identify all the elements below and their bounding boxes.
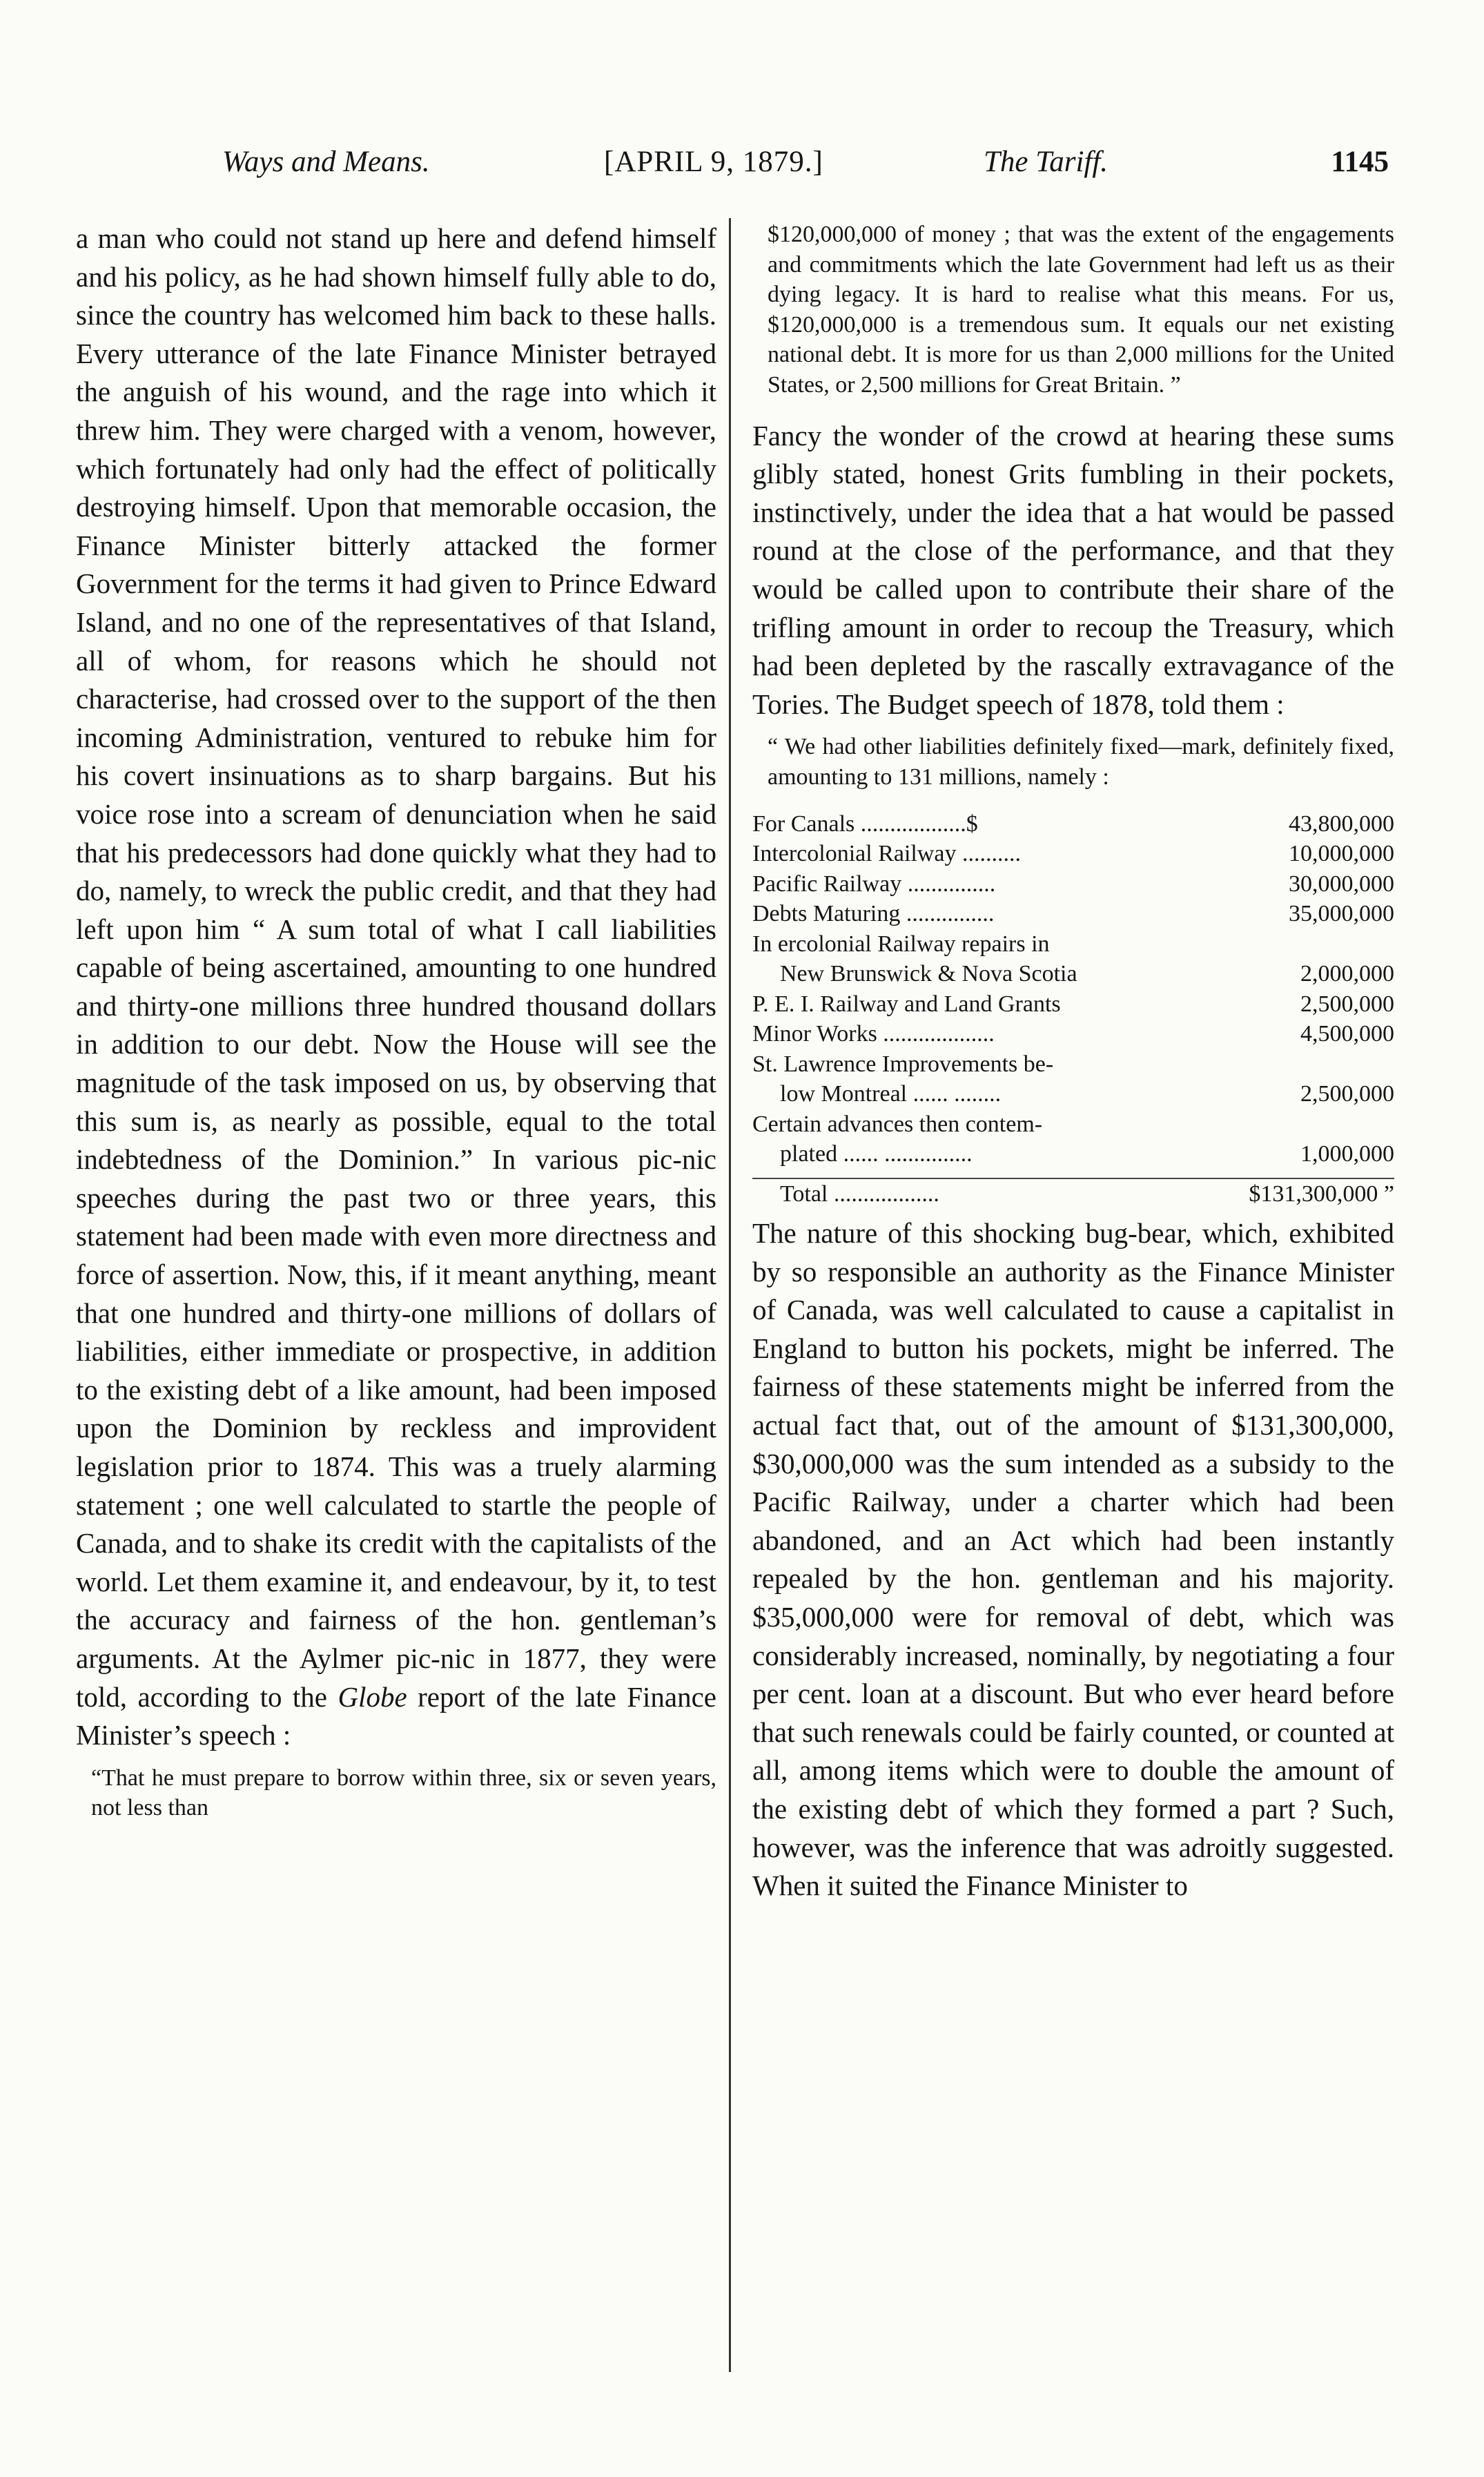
liability-label: Debts Maturing ............... [752,901,995,926]
total-amount: $131,300,000 ” [1249,1181,1394,1207]
liability-label: In ercolonial Railway repairs in [752,931,1050,957]
liabilities-total [752,1179,1394,1210]
liability-amount: 2,500,000 [1300,1081,1394,1107]
liability-row [752,809,1394,839]
liability-row [752,1139,1394,1169]
liability-amount [1222,929,1394,960]
total-row [752,1179,1394,1210]
total-label: Total .................. [780,1181,939,1207]
liability-label: plated ...... ............... [780,1141,973,1167]
liability-row [752,899,1394,929]
liability-amount: 4,500,000 [1300,1021,1394,1047]
newspaper-name: Globe [338,1680,407,1713]
liability-label: New Brunswick & Nova Scotia [780,961,1077,987]
header-section-title: Ways and Means. [222,146,430,178]
liability-row [752,1079,1394,1109]
liability-amount: 43,800,000 [1289,810,1394,837]
right-paragraph-bugbear: The nature of this shocking bug-bear, which, exhibited by so responsible an authority as the Finance Minister of Canada, was well calculated to cause a capitalist in England to button his pockets, might be inferred. The fairness of these statements might be inferred from the actual fact that, out of the amount of $131,300,000, $30,000,000 was the sum intended as a subsidy to the Pacific Railway, under a charter which had been abandoned, and an Act which had been instantly repealed by the hon. gentleman and his majority. $35,000,000 were for removal of debt, which was considerably increased, nominally, by negotiating a four per cent. loan at a discount. But who ever heard before that such renewals could be fairly counted, or counted at all, among items which were to double the amount of the existing debt of which they formed a part ? Such, however, was the inference that was adroitly suggested. When it suited the Finance Minister to [752,1217,1394,1902]
right-quote-continued: $120,000,000 of money ; that was the extent of the engagements and commitments which the late Government had left us as their dying legacy. It is hard to realise what this means. For us, $120,000,000 is a tremendous sum. It equals our net existing national debt. It is more for us than 2,000 millions for the United States, or 2,500 millions for Great Britain. ” [768,222,1394,398]
liability-amount: 30,000,000 [1289,871,1394,897]
liability-amount: 35,000,000 [1289,901,1394,926]
budget-speech-quote: “ We had other liabilities definitely fixed—mark, definitely fixed, amounting to 131 millions, namely : [768,734,1394,790]
liability-label: St. Lawrence Improvements be- [752,1051,1054,1077]
liability-row [752,1019,1394,1049]
liability-label: Certain advances then contem- [752,1111,1043,1137]
liability-amount: 1,000,000 [1300,1141,1394,1167]
right-paragraph-fancy: Fancy the wonder of the crowd at hearing these sums glibly stated, honest Grits fumbling in their pockets, instinctively, under the idea that a hat would be passed round at the close of the performance, and that they would be called upon to contribute their share of the trifling amount in order to recoup the Treasury, which had been depleted by the rascally extravagance of the Tories. The Budget speech of 1878, told them : [752,419,1394,720]
header-topic: The Tariff. [984,146,1109,178]
liability-row [752,1049,1394,1080]
left-column [76,220,716,1840]
liability-label: low Montreal ...... ........ [780,1081,1002,1107]
column-divider [729,218,731,2372]
liability-label: Minor Works ................... [752,1021,995,1047]
left-quote: “That he must prepare to borrow within three, six or seven years, not less than [91,1765,716,1821]
liability-label: P. E. I. Railway and Land Grants [752,991,1061,1017]
header-date: [APRIL 9, 1879.] [604,146,823,178]
right-column [752,220,1394,1905]
left-paragraph-text: a man who could not stand up here and defend himself and his policy, as he had shown himself fully able to do, since the country has welcomed him back to these halls. Every utterance of the late Finance Minister betrayed the anguish of his wound, and the rage into which it threw him. They were charged with a venom, however, which fortunately had only had the effect of politically destroying himself. Upon that memorable occasion, the Finance Minister bitterly attacked the former Government for the terms it had given to Prince Edward Island, and no one of the representatives of that Island, all of whom, for reasons which he should not characterise, had crossed over to the support of the then incoming Administration, ventured to rebuke him for his covert insinuations as to sharp bargains. But his voice rose into a scream of denunciation when he said that his predecessors had done quickly what they had to do, namely, to wreck the public credit, and that they had left upon him “ A sum total of what I call liabilities capable of being ascertained, amounting to one hundred and thirty-one millions three hundred thousand dollars in addition to our debt. Now the House will see the magnitude of the task imposed on us, by observing that this sum is, as nearly as possible, equal to the total indebtedness of the Dominion.” In various pic-nic speeches during the past two or three years, this statement had been made with even more directness and force of assertion. Now, this, if it meant anything, meant that one hundred and thirty-one millions of dollars of liabilities, either immediate or prospective, in addition to the existing debt of a like amount, had been imposed upon the Dominion by reckless and improvident legislation prior to 1874. This was a truely alarming statement ; one well calculated to startle the people of Canada, and to shake its credit with the capitalists of the world. Let them examine it, and endeavour, by it, to test the accuracy and fairness of the hon. gentleman’s arguments. At the Aylmer pic-nic in 1877, they were told, according to the [76,222,716,1713]
liability-amount [1222,1049,1394,1080]
liability-row [752,989,1394,1020]
liability-row [752,869,1394,900]
liability-amount: 2,500,000 [1300,991,1394,1017]
liability-amount [1222,1109,1394,1140]
liability-amount: 10,000,000 [1289,841,1394,866]
liability-amount: 2,000,000 [1300,961,1394,987]
liability-row [752,959,1394,989]
liability-label: Pacific Railway ............... [752,871,996,897]
left-paragraph [76,220,716,1755]
liability-label: For Canals ..................$ [752,810,978,837]
liability-row [752,1109,1394,1140]
page-number: 1145 [1331,146,1389,178]
liability-row [752,929,1394,960]
left-paragraph-end: report of the late Finance Minister’s speech : [76,1680,716,1751]
liability-row [752,839,1394,869]
running-header [186,142,1389,190]
liability-label: Intercolonial Railway .......... [752,841,1022,866]
liabilities-table [752,809,1394,1169]
